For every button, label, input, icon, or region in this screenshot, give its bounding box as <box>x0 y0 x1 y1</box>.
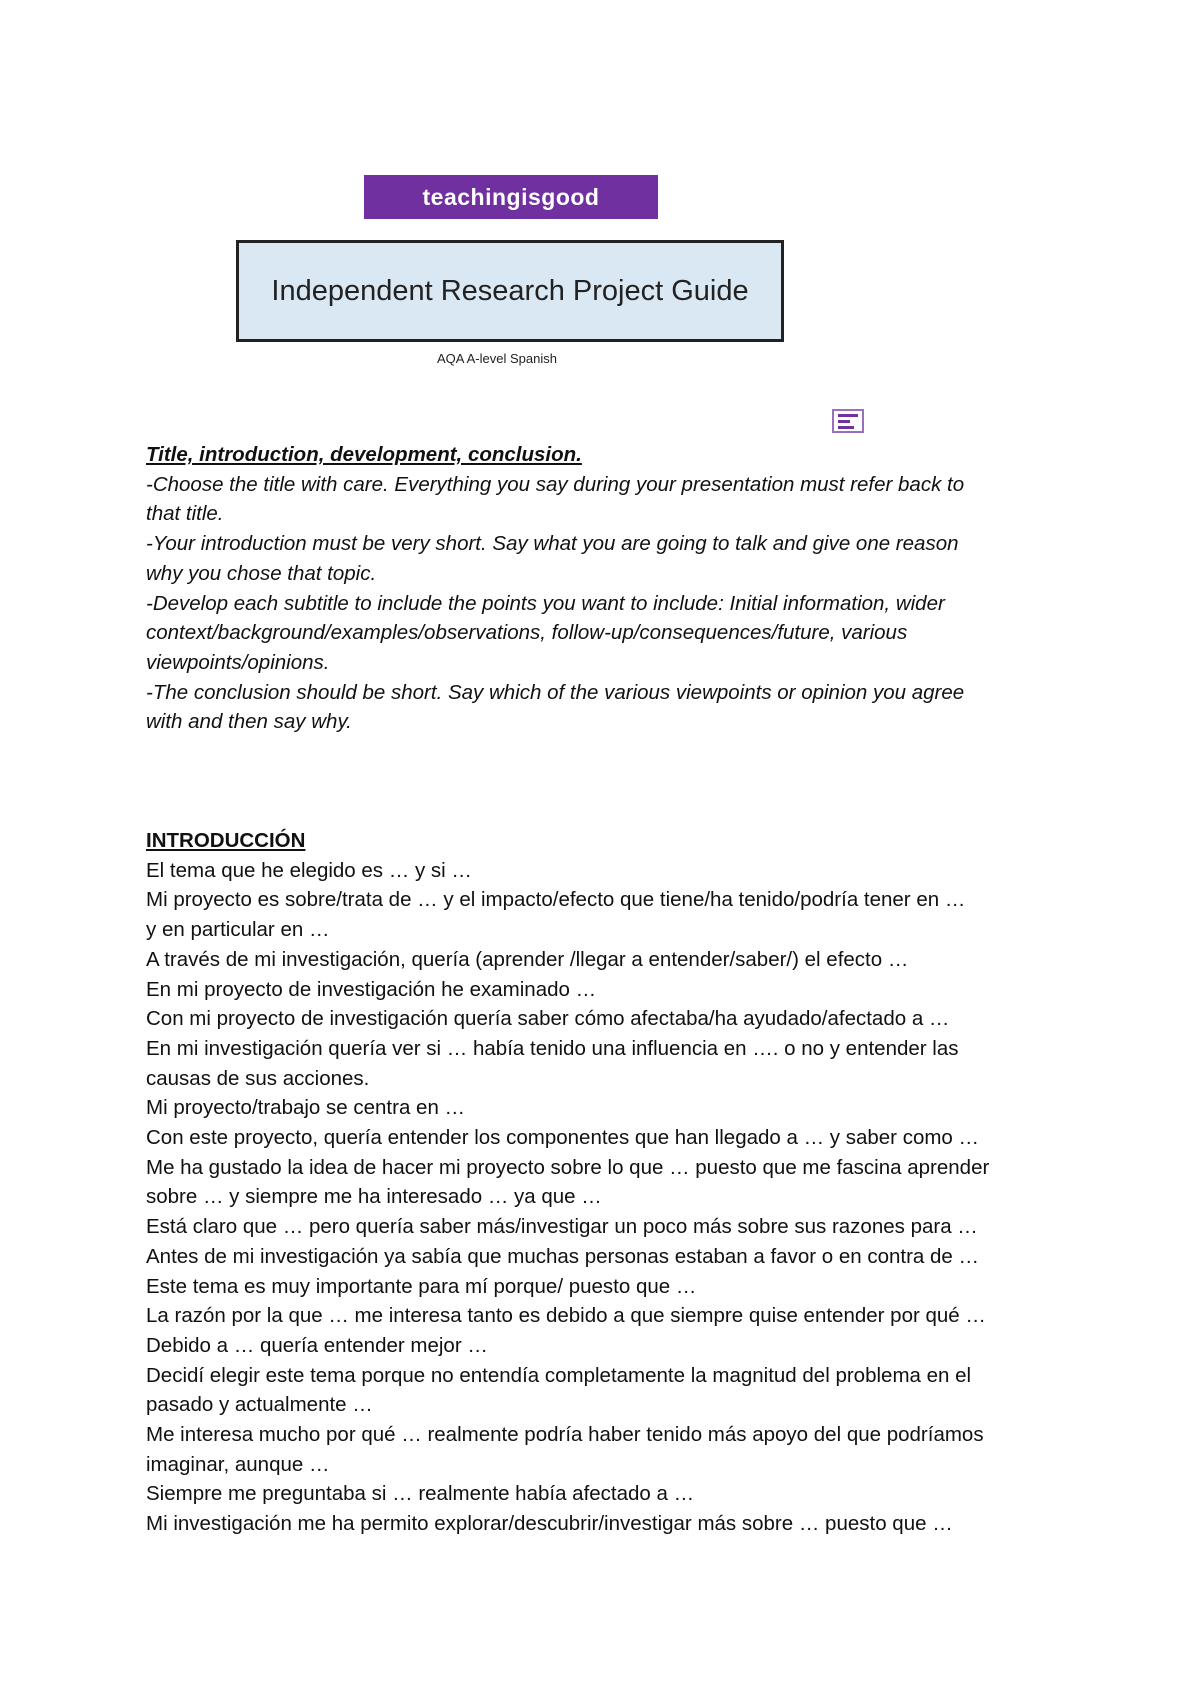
intro-line: Antes de mi investigación ya sabía que muchas personas estaban a favor o en contra de … <box>146 1244 980 1268</box>
intro-line: imaginar, aunque … <box>146 1452 330 1476</box>
intro-line: En mi proyecto de investigación he examinado … <box>146 977 597 1001</box>
intro-line: Me ha gustado la idea de hacer mi proyecto sobre lo que … puesto que me fascina aprender <box>146 1155 990 1179</box>
guide-line: context/background/examples/observations, follow-up/consequences/future, various <box>146 621 908 645</box>
guide-line: -Your introduction must be very short. Say what you are going to talk and give one reason <box>146 532 959 556</box>
intro-line: A través de mi investigación, quería (aprender /llegar a entender/saber/) el efecto … <box>146 947 909 971</box>
guide-line: that title. <box>146 502 224 526</box>
intro-line: causas de sus acciones. <box>146 1066 370 1090</box>
intro-line: Debido a … quería entender mejor … <box>146 1333 488 1357</box>
guide-section <box>146 440 1066 737</box>
document-title: Independent Research Project Guide <box>271 275 749 307</box>
intro-line: La razón por la que … me interesa tanto es debido a que siempre quise entender por qué … <box>146 1304 986 1328</box>
intro-line: Decidí elegir este tema porque no entendía completamente la magnitud del problema en el <box>146 1363 972 1387</box>
intro-line: El tema que he elegido es … y si … <box>146 858 472 882</box>
document-subtitle: AQA A-level Spanish <box>437 351 557 366</box>
intro-line: En mi investigación quería ver si … había tenido una influencia en …. o no y entender las <box>146 1036 959 1060</box>
guide-line: -Develop each subtitle to include the points you want to include: Initial information, wider <box>146 591 945 615</box>
guide-line: why you chose that topic. <box>146 561 377 585</box>
intro-line: Siempre me preguntaba si … realmente había afectado a … <box>146 1482 695 1506</box>
guide-line: with and then say why. <box>146 710 352 734</box>
guide-line: viewpoints/opinions. <box>146 650 330 674</box>
brand-banner: teachingisgood <box>364 175 658 219</box>
intro-line: Este tema es muy importante para mí porque/ puesto que … <box>146 1274 697 1298</box>
intro-line: pasado y actualmente … <box>146 1393 373 1417</box>
guide-line: -Choose the title with care. Everything you say during your presentation must refer back to <box>146 472 965 496</box>
guide-heading: Title, introduction, development, conclusion. <box>146 443 582 466</box>
document-icon[interactable] <box>832 409 864 433</box>
intro-line: Con este proyecto, quería entender los componentes que han llegado a … y saber como … <box>146 1126 980 1150</box>
intro-line: Está claro que … pero quería saber más/investigar un poco más sobre sus razones para … <box>146 1215 978 1239</box>
intro-section <box>146 826 1066 1539</box>
guide-line: -The conclusion should be short. Say which of the various viewpoints or opinion you agree <box>146 680 965 704</box>
intro-line: Mi investigación me ha permito explorar/descubrir/investigar más sobre … puesto que … <box>146 1512 953 1536</box>
intro-line: Mi proyecto es sobre/trata de … y el impacto/efecto que tiene/ha tenido/podría tener en … <box>146 888 966 912</box>
intro-line: sobre … y siempre me ha interesado … ya que … <box>146 1185 602 1209</box>
title-box <box>236 240 784 342</box>
intro-line: Mi proyecto/trabajo se centra en … <box>146 1096 466 1120</box>
intro-line: y en particular en … <box>146 918 330 942</box>
intro-line: Con mi proyecto de investigación quería saber cómo afectaba/ha ayudado/afectado a … <box>146 1007 950 1031</box>
intro-heading: INTRODUCCIÓN <box>146 829 306 852</box>
intro-line: Me interesa mucho por qué … realmente podría haber tenido más apoyo del que podríamos <box>146 1423 984 1447</box>
